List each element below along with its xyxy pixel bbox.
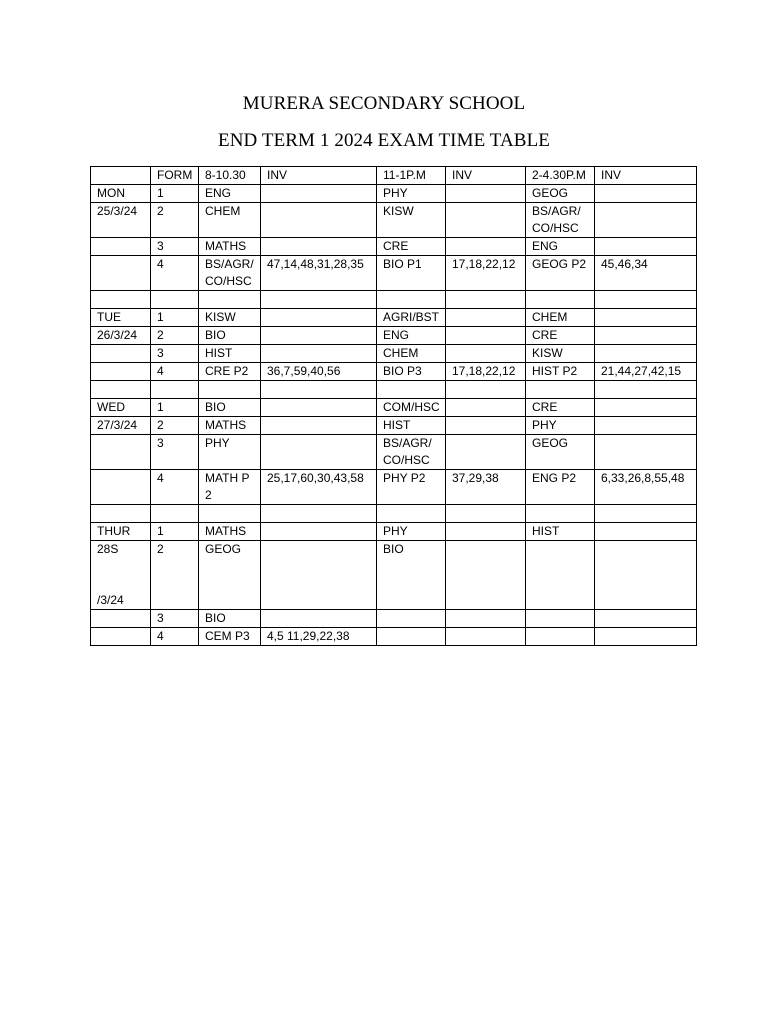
session1-inv-cell xyxy=(261,238,377,256)
session2-subject-cell: CHEM xyxy=(377,345,446,363)
session1-inv-cell xyxy=(261,327,377,345)
session2-inv-cell xyxy=(446,505,526,523)
session3-inv-cell xyxy=(595,523,697,541)
form-cell: 1 xyxy=(151,523,199,541)
session3-inv-cell xyxy=(595,291,697,309)
session3-inv-cell xyxy=(595,435,697,470)
table-row xyxy=(91,381,697,399)
session1-subject-cell xyxy=(199,381,261,399)
session3-inv-cell: 6,33,26,8,55,48 xyxy=(595,470,697,505)
day-cell: 27/3/24 xyxy=(91,417,151,435)
table-row xyxy=(91,185,697,203)
table-row xyxy=(91,417,697,435)
exam-timetable xyxy=(90,166,697,646)
session1-inv-cell xyxy=(261,505,377,523)
session1-inv-cell xyxy=(261,203,377,238)
day-cell xyxy=(91,470,151,505)
header-cell: 2-4.30P.M xyxy=(526,167,595,185)
session1-subject-cell: PHY xyxy=(199,435,261,470)
session1-inv-cell xyxy=(261,610,377,628)
table-row xyxy=(91,399,697,417)
day-cell: TUE xyxy=(91,309,151,327)
day-cell xyxy=(91,435,151,470)
session2-subject-cell xyxy=(377,505,446,523)
session2-subject-cell: AGRI/BST xyxy=(377,309,446,327)
session3-inv-cell xyxy=(595,541,697,610)
session3-subject-cell: HIST xyxy=(526,523,595,541)
session2-inv-cell xyxy=(446,417,526,435)
session1-subject-cell: CRE P2 xyxy=(199,363,261,381)
session3-inv-cell: 21,44,27,42,15 xyxy=(595,363,697,381)
session2-inv-cell: 37,29,38 xyxy=(446,470,526,505)
table-row xyxy=(91,505,697,523)
session3-inv-cell xyxy=(595,238,697,256)
session1-subject-cell: BIO xyxy=(199,610,261,628)
day-cell: 26/3/24 xyxy=(91,327,151,345)
form-cell xyxy=(151,381,199,399)
day-cell: 28S /3/24 xyxy=(91,541,151,610)
form-cell: 4 xyxy=(151,256,199,291)
session1-subject-cell: MATHS xyxy=(199,238,261,256)
session3-inv-cell xyxy=(595,610,697,628)
session1-subject-cell: CEM P3 xyxy=(199,628,261,646)
session2-inv-cell xyxy=(446,610,526,628)
session1-inv-cell: 25,17,60,30,43,58 xyxy=(261,470,377,505)
session3-inv-cell xyxy=(595,399,697,417)
form-cell: 3 xyxy=(151,345,199,363)
session1-subject-cell xyxy=(199,505,261,523)
header-cell: 11-1P.M xyxy=(377,167,446,185)
session1-subject-cell: MATH P2 xyxy=(199,470,261,505)
session3-subject-cell xyxy=(526,505,595,523)
table-row xyxy=(91,363,697,381)
day-cell xyxy=(91,256,151,291)
session3-subject-cell: KISW xyxy=(526,345,595,363)
form-cell: 2 xyxy=(151,417,199,435)
header-cell: INV xyxy=(595,167,697,185)
session2-subject-cell: PHY xyxy=(377,523,446,541)
session1-inv-cell: 47,14,48,31,28,35 xyxy=(261,256,377,291)
session1-inv-cell xyxy=(261,417,377,435)
session3-inv-cell xyxy=(595,628,697,646)
session2-inv-cell: 17,18,22,12 xyxy=(446,363,526,381)
table-row xyxy=(91,435,697,470)
table-row xyxy=(91,203,697,238)
session2-inv-cell xyxy=(446,238,526,256)
session3-inv-cell xyxy=(595,381,697,399)
session2-inv-cell xyxy=(446,381,526,399)
table-row xyxy=(91,327,697,345)
header-cell xyxy=(91,167,151,185)
session2-subject-cell: BIO P1 xyxy=(377,256,446,291)
form-cell: 2 xyxy=(151,541,199,610)
form-cell: 4 xyxy=(151,363,199,381)
session1-subject-cell: BIO xyxy=(199,327,261,345)
session2-subject-cell: BS/AGR/CO/HSC xyxy=(377,435,446,470)
session1-inv-cell xyxy=(261,381,377,399)
form-cell: 4 xyxy=(151,628,199,646)
session2-subject-cell: BIO xyxy=(377,541,446,610)
session3-subject-cell xyxy=(526,628,595,646)
session2-inv-cell xyxy=(446,203,526,238)
session3-subject-cell: ENG P2 xyxy=(526,470,595,505)
session1-subject-cell: GEOG xyxy=(199,541,261,610)
session2-inv-cell xyxy=(446,399,526,417)
day-cell xyxy=(91,345,151,363)
session2-inv-cell xyxy=(446,291,526,309)
form-cell: 3 xyxy=(151,610,199,628)
header-cell: INV xyxy=(261,167,377,185)
day-cell xyxy=(91,238,151,256)
form-cell xyxy=(151,291,199,309)
session1-inv-cell xyxy=(261,185,377,203)
session2-subject-cell xyxy=(377,628,446,646)
table-row xyxy=(91,256,697,291)
form-cell: 3 xyxy=(151,435,199,470)
day-cell: WED xyxy=(91,399,151,417)
day-cell: THUR xyxy=(91,523,151,541)
header-cell: 8-10.30 xyxy=(199,167,261,185)
session2-subject-cell xyxy=(377,381,446,399)
session1-inv-cell xyxy=(261,309,377,327)
session2-inv-cell xyxy=(446,185,526,203)
session2-inv-cell xyxy=(446,523,526,541)
session2-subject-cell: PHY xyxy=(377,185,446,203)
day-cell xyxy=(91,381,151,399)
session3-subject-cell: ENG xyxy=(526,238,595,256)
session3-subject-cell: BS/AGR/CO/HSC xyxy=(526,203,595,238)
session2-subject-cell: CRE xyxy=(377,238,446,256)
session2-subject-cell xyxy=(377,291,446,309)
session3-subject-cell: CRE xyxy=(526,327,595,345)
header-cell: INV xyxy=(446,167,526,185)
session3-inv-cell xyxy=(595,505,697,523)
session3-inv-cell xyxy=(595,327,697,345)
session1-inv-cell xyxy=(261,399,377,417)
session2-subject-cell xyxy=(377,610,446,628)
session1-subject-cell: KISW xyxy=(199,309,261,327)
session1-inv-cell xyxy=(261,523,377,541)
form-cell: 1 xyxy=(151,309,199,327)
day-cell: MON xyxy=(91,185,151,203)
day-cell xyxy=(91,610,151,628)
form-cell: 4 xyxy=(151,470,199,505)
session3-inv-cell xyxy=(595,417,697,435)
session1-inv-cell xyxy=(261,541,377,610)
session3-subject-cell: GEOG xyxy=(526,435,595,470)
session1-subject-cell: MATHS xyxy=(199,523,261,541)
day-cell xyxy=(91,291,151,309)
session3-subject-cell: GEOG P2 xyxy=(526,256,595,291)
table-row xyxy=(91,541,697,610)
session2-subject-cell: COM/HSC xyxy=(377,399,446,417)
session1-subject-cell: MATHS xyxy=(199,417,261,435)
session2-subject-cell: HIST xyxy=(377,417,446,435)
session1-inv-cell: 4,5 11,29,22,38 xyxy=(261,628,377,646)
session1-inv-cell xyxy=(261,435,377,470)
session2-inv-cell xyxy=(446,309,526,327)
table-row xyxy=(91,470,697,505)
session1-subject-cell: HIST xyxy=(199,345,261,363)
session2-inv-cell xyxy=(446,327,526,345)
session1-subject-cell: CHEM xyxy=(199,203,261,238)
session2-inv-cell xyxy=(446,628,526,646)
day-cell xyxy=(91,363,151,381)
session1-inv-cell xyxy=(261,345,377,363)
header-cell: FORM xyxy=(151,167,199,185)
day-cell: 25/3/24 xyxy=(91,203,151,238)
day-cell xyxy=(91,505,151,523)
timetable-title: END TERM 1 2024 EXAM TIME TABLE xyxy=(218,130,550,151)
session1-subject-cell: ENG xyxy=(199,185,261,203)
session2-subject-cell: PHY P2 xyxy=(377,470,446,505)
table-row xyxy=(91,523,697,541)
table-row xyxy=(91,345,697,363)
form-cell: 2 xyxy=(151,327,199,345)
form-cell: 1 xyxy=(151,399,199,417)
session3-subject-cell xyxy=(526,381,595,399)
table-row xyxy=(91,291,697,309)
session3-subject-cell: CHEM xyxy=(526,309,595,327)
day-cell xyxy=(91,628,151,646)
header-row xyxy=(91,167,697,185)
session3-subject-cell: HIST P2 xyxy=(526,363,595,381)
form-cell xyxy=(151,505,199,523)
session3-subject-cell xyxy=(526,291,595,309)
session3-subject-cell: GEOG xyxy=(526,185,595,203)
session2-inv-cell xyxy=(446,345,526,363)
session3-subject-cell: PHY xyxy=(526,417,595,435)
table-row xyxy=(91,628,697,646)
session1-inv-cell xyxy=(261,291,377,309)
table-row xyxy=(91,238,697,256)
session2-inv-cell xyxy=(446,435,526,470)
session3-inv-cell xyxy=(595,309,697,327)
session3-inv-cell xyxy=(595,185,697,203)
session3-inv-cell xyxy=(595,345,697,363)
session2-inv-cell xyxy=(446,541,526,610)
form-cell: 2 xyxy=(151,203,199,238)
session3-subject-cell xyxy=(526,610,595,628)
table-row xyxy=(91,309,697,327)
session1-subject-cell: BS/AGR/CO/HSC xyxy=(199,256,261,291)
session3-inv-cell: 45,46,34 xyxy=(595,256,697,291)
session2-inv-cell: 17,18,22,12 xyxy=(446,256,526,291)
form-cell: 3 xyxy=(151,238,199,256)
session1-inv-cell: 36,7,59,40,56 xyxy=(261,363,377,381)
table-row xyxy=(91,610,697,628)
session1-subject-cell: BIO xyxy=(199,399,261,417)
session3-subject-cell xyxy=(526,541,595,610)
session1-subject-cell xyxy=(199,291,261,309)
form-cell: 1 xyxy=(151,185,199,203)
session3-subject-cell: CRE xyxy=(526,399,595,417)
session2-subject-cell: ENG xyxy=(377,327,446,345)
session3-inv-cell xyxy=(595,203,697,238)
session2-subject-cell: BIO P3 xyxy=(377,363,446,381)
session2-subject-cell: KISW xyxy=(377,203,446,238)
school-name: MURERA SECONDARY SCHOOL xyxy=(242,93,526,114)
